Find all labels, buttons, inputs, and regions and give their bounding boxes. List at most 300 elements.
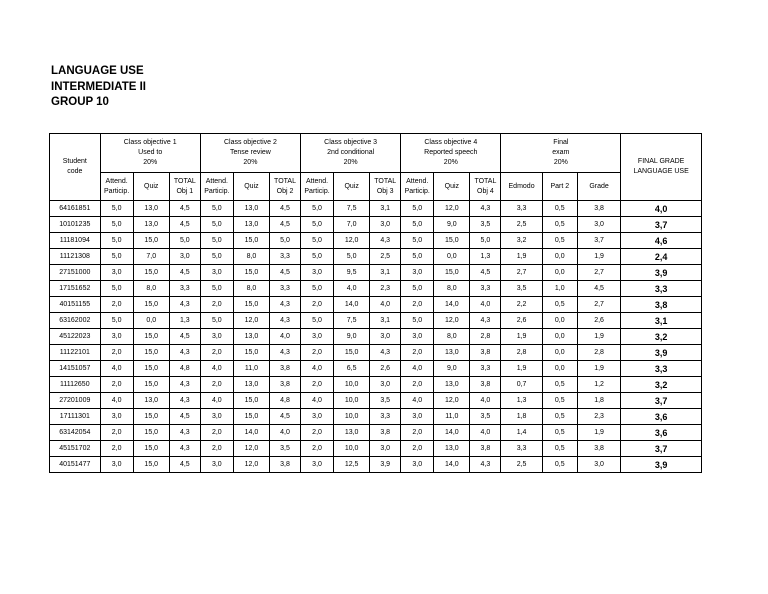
exam-edmodo-cell: 3,3 [501,441,542,457]
obj1-total-cell: 4,3 [169,345,200,361]
obj1-total-cell: 4,5 [169,457,200,473]
obj3-total-cell: 2,5 [370,249,401,265]
obj4-attend-cell: 4,0 [401,361,434,377]
obj2-total-cell: 4,5 [270,217,301,233]
obj2-attend-cell: 2,0 [200,425,233,441]
table-row [50,313,702,329]
obj2-total-cell: 4,5 [270,201,301,217]
obj3-attend-cell: 3,0 [301,329,334,345]
obj3-quiz-cell: 6,5 [334,361,370,377]
obj3-quiz-cell: 7,0 [334,217,370,233]
obj2-quiz-cell: 15,0 [233,409,269,425]
grades-table [49,133,702,473]
exam-edmodo-cell: 3,3 [501,201,542,217]
obj4-attend-cell: 2,0 [401,425,434,441]
obj2-attend-cell: 2,0 [200,297,233,313]
exam-part-2-cell: 0,5 [542,297,577,313]
exam-grade-cell: 3,8 [577,201,620,217]
header-line: TOTAL [274,177,296,185]
student-code-cell: 40151155 [50,297,101,313]
obj2-quiz-cell: 12,0 [233,313,269,329]
obj1-total-cell: 4,5 [169,265,200,281]
student-code-cell: 11122101 [50,345,101,361]
obj1-total-cell: 4,3 [169,377,200,393]
obj3-total-cell: 3,1 [370,313,401,329]
exam-grade-cell: 1,8 [577,393,620,409]
obj4-quiz-cell: 13,0 [434,345,470,361]
exam-part-2-cell: 0,5 [542,425,577,441]
obj2-quiz-cell: 14,0 [233,425,269,441]
obj4-total-cell: 4,0 [470,297,501,313]
final-grade-cell: 3,9 [621,345,702,361]
obj3-total-cell: 3,8 [370,425,401,441]
header-line: 20% [143,159,158,166]
student-code-cell: 63142054 [50,425,101,441]
obj2-total-cell: 3,5 [270,441,301,457]
obj2-quiz-cell: 15,0 [233,233,269,249]
obj1-attend-cell: 3,0 [100,457,133,473]
table-row [50,233,702,249]
obj2-quiz-cell: 8,0 [233,281,269,297]
obj4-quiz-cell: 8,0 [434,329,470,345]
final-grade-cell: 3,3 [621,281,702,297]
obj2-quiz-cell: 8,0 [233,249,269,265]
obj2-total-cell: 3,8 [270,377,301,393]
obj4-total-cell: 3,3 [470,361,501,377]
report-heading [51,64,146,111]
exam-grade-cell: 1,9 [577,425,620,441]
obj1-attend-cell: 4,0 [100,393,133,409]
obj4-attend-cell: 3,0 [401,457,434,473]
obj4-total-cell: 4,0 [470,425,501,441]
student-code-cell: 11181094 [50,233,101,249]
exam-edmodo-cell: 2,6 [501,313,542,329]
obj2-quiz-cell: 11,0 [233,361,269,377]
exam-grade-cell: 1,9 [577,361,620,377]
obj3-total-cell: 3,0 [370,329,401,345]
grade-rows [50,201,702,473]
final-grade-cell: 3,9 [621,265,702,281]
header-line: Particip. [404,187,430,195]
obj3-quiz-cell: 4,0 [334,281,370,297]
obj4-total-cell: 4,5 [470,265,501,281]
obj2-total-cell: 5,0 [270,233,301,249]
obj3-attend-cell: 3,0 [301,265,334,281]
obj1-attend-cell: 2,0 [100,441,133,457]
header-line: Attend. [205,177,228,185]
obj3-attend-cell: 5,0 [301,313,334,329]
obj2-attend-cell: 5,0 [200,217,233,233]
header-line: Attend. [305,177,329,185]
table-row [50,345,702,361]
obj1-quiz-cell: 15,0 [133,297,169,313]
attend-header [401,173,434,201]
total-header [470,173,501,201]
exam-grade-cell: 2,8 [577,345,620,361]
obj3-total-cell: 3,9 [370,457,401,473]
header-line: Class objective 2 [223,139,277,146]
table-row [50,281,702,297]
table-row [50,249,702,265]
objective-4-header [401,134,501,173]
header-line: Reported speech [424,149,478,156]
obj3-quiz-cell: 12,5 [334,457,370,473]
obj3-attend-cell: 4,0 [301,393,334,409]
obj3-total-cell: 3,0 [370,377,401,393]
obj3-total-cell: 3,1 [370,201,401,217]
obj4-quiz-cell: 9,0 [434,361,470,377]
header-line: Obj 3 [376,187,394,195]
table-row [50,457,702,473]
header-line: TOTAL [173,177,196,185]
obj3-attend-cell: 5,0 [301,249,334,265]
exam-edmodo-cell: 1,9 [501,249,542,265]
student-code-cell: 45151702 [50,441,101,457]
edmodo-header: Edmodo [501,173,542,201]
obj1-total-cell: 3,3 [169,281,200,297]
obj2-total-cell: 3,3 [270,249,301,265]
final-grade-cell: 3,6 [621,425,702,441]
final-grade-cell: 3,3 [621,361,702,377]
obj3-quiz-cell: 10,0 [334,393,370,409]
header-line: 20% [443,159,458,166]
exam-part-2-cell: 0,0 [542,329,577,345]
obj3-quiz-cell: 10,0 [334,377,370,393]
final-grade-header [621,134,702,201]
table-row [50,201,702,217]
obj2-quiz-cell: 13,0 [233,329,269,345]
exam-edmodo-cell: 0,7 [501,377,542,393]
obj1-total-cell: 4,3 [169,441,200,457]
obj3-total-cell: 3,0 [370,217,401,233]
obj2-quiz-cell: 15,0 [233,265,269,281]
exam-part-2-cell: 0,0 [542,265,577,281]
obj1-quiz-cell: 0,0 [133,313,169,329]
obj1-quiz-cell: 15,0 [133,425,169,441]
student-code-cell: 27151000 [50,265,101,281]
obj4-attend-cell: 5,0 [401,233,434,249]
obj4-attend-cell: 2,0 [401,345,434,361]
obj3-attend-cell: 5,0 [301,201,334,217]
obj4-quiz-cell: 11,0 [434,409,470,425]
obj3-attend-cell: 4,0 [301,361,334,377]
exam-edmodo-cell: 2,2 [501,297,542,313]
final-grade-cell: 3,7 [621,393,702,409]
obj2-total-cell: 4,8 [270,393,301,409]
final-grade-cell: 4,6 [621,233,702,249]
obj4-attend-cell: 2,0 [401,441,434,457]
exam-edmodo-cell: 1,3 [501,393,542,409]
obj1-total-cell: 4,3 [169,425,200,441]
exam-edmodo-cell: 1,9 [501,361,542,377]
table-row [50,217,702,233]
obj4-attend-cell: 2,0 [401,297,434,313]
exam-grade-cell: 2,7 [577,297,620,313]
obj1-attend-cell: 2,0 [100,297,133,313]
header-line: Class objective 4 [424,139,478,146]
header-line: Obj 2 [276,187,294,195]
obj2-total-cell: 3,8 [270,457,301,473]
quiz-header: Quiz [233,173,269,201]
exam-edmodo-cell: 1,4 [501,425,542,441]
obj3-quiz-cell: 5,0 [334,249,370,265]
obj4-quiz-cell: 15,0 [434,265,470,281]
header-line: Tense review [229,149,271,156]
obj2-attend-cell: 2,0 [200,345,233,361]
student-code-cell: 14151057 [50,361,101,377]
obj4-quiz-cell: 0,0 [434,249,470,265]
obj1-attend-cell: 3,0 [100,329,133,345]
exam-part-2-cell: 0,0 [542,313,577,329]
obj3-attend-cell: 3,0 [301,457,334,473]
header-line: TOTAL [374,177,397,185]
obj2-total-cell: 3,8 [270,361,301,377]
exam-edmodo-cell: 1,8 [501,409,542,425]
obj1-total-cell: 4,3 [169,297,200,313]
obj2-quiz-cell: 13,0 [233,201,269,217]
objective-2-header [200,134,300,173]
final-grade-cell: 3,7 [621,217,702,233]
obj4-total-cell: 4,3 [470,457,501,473]
obj2-total-cell: 4,5 [270,409,301,425]
header-line: Particip. [204,187,230,195]
obj2-attend-cell: 2,0 [200,377,233,393]
header-line: TOTAL [474,177,497,185]
header-line: LANGUAGE USE [633,168,689,175]
table-row [50,329,702,345]
obj2-total-cell: 4,5 [270,265,301,281]
obj1-quiz-cell: 15,0 [133,345,169,361]
obj1-total-cell: 4,5 [169,409,200,425]
obj2-attend-cell: 5,0 [200,233,233,249]
obj4-attend-cell: 5,0 [401,313,434,329]
obj3-quiz-cell: 13,0 [334,425,370,441]
obj3-total-cell: 2,6 [370,361,401,377]
grade-header: Grade [577,173,620,201]
obj4-total-cell: 3,8 [470,377,501,393]
attend-header [100,173,133,201]
header-line: Particip. [304,187,330,195]
obj2-total-cell: 4,0 [270,425,301,441]
table-row [50,265,702,281]
header-line: exam [552,149,570,156]
exam-grade-cell: 2,7 [577,265,620,281]
obj4-attend-cell: 5,0 [401,249,434,265]
header-line: Final [553,139,569,146]
exam-edmodo-cell: 3,5 [501,281,542,297]
header-line: Attend. [406,177,429,185]
student-code-cell: 10101235 [50,217,101,233]
header-line: 20% [343,159,358,166]
obj3-quiz-cell: 15,0 [334,345,370,361]
exam-part-2-cell: 0,0 [542,345,577,361]
obj1-total-cell: 4,5 [169,201,200,217]
exam-part-2-cell: 0,5 [542,233,577,249]
header-line: Class objective 1 [123,139,177,146]
obj4-total-cell: 3,8 [470,345,501,361]
obj4-quiz-cell: 12,0 [434,201,470,217]
obj4-quiz-cell: 12,0 [434,313,470,329]
header-line: FINAL GRADE [637,158,685,165]
header-line: Attend. [105,177,128,185]
header-line: Student [62,158,87,165]
obj4-attend-cell: 5,0 [401,201,434,217]
obj2-attend-cell: 3,0 [200,265,233,281]
header-line: 2nd conditional [327,149,375,156]
obj1-attend-cell: 2,0 [100,345,133,361]
final-grade-cell: 3,2 [621,329,702,345]
attend-header [200,173,233,201]
obj1-quiz-cell: 15,0 [133,361,169,377]
obj3-attend-cell: 5,0 [301,233,334,249]
obj2-attend-cell: 4,0 [200,361,233,377]
obj1-quiz-cell: 15,0 [133,233,169,249]
exam-grade-cell: 1,9 [577,249,620,265]
obj2-attend-cell: 3,0 [200,457,233,473]
obj2-attend-cell: 5,0 [200,249,233,265]
obj4-quiz-cell: 15,0 [434,233,470,249]
obj3-attend-cell: 2,0 [301,441,334,457]
obj4-quiz-cell: 8,0 [434,281,470,297]
obj2-total-cell: 4,3 [270,313,301,329]
student-code-cell: 11121308 [50,249,101,265]
obj4-total-cell: 4,3 [470,201,501,217]
obj2-attend-cell: 5,0 [200,313,233,329]
final-grade-cell: 4,0 [621,201,702,217]
obj3-attend-cell: 2,0 [301,425,334,441]
exam-edmodo-cell: 2,5 [501,457,542,473]
attend-header [301,173,334,201]
student-code-cell: 17151652 [50,281,101,297]
total-header [270,173,301,201]
obj2-quiz-cell: 12,0 [233,441,269,457]
obj1-quiz-cell: 15,0 [133,265,169,281]
obj3-total-cell: 3,1 [370,265,401,281]
table-row [50,377,702,393]
obj1-attend-cell: 3,0 [100,409,133,425]
obj1-total-cell: 4,5 [169,329,200,345]
student-code-cell: 40151477 [50,457,101,473]
objective-1-header [100,134,200,173]
obj3-attend-cell: 2,0 [301,377,334,393]
obj3-attend-cell: 5,0 [301,217,334,233]
final-grade-cell: 2,4 [621,249,702,265]
exam-part-2-cell: 0,0 [542,249,577,265]
obj3-attend-cell: 3,0 [301,409,334,425]
obj2-quiz-cell: 15,0 [233,345,269,361]
table-row [50,297,702,313]
obj3-quiz-cell: 9,5 [334,265,370,281]
exam-part-2-cell: 0,5 [542,201,577,217]
table-row [50,393,702,409]
obj1-attend-cell: 5,0 [100,233,133,249]
header-line: Obj 1 [176,187,194,195]
exam-part-2-cell: 0,5 [542,393,577,409]
obj2-total-cell: 3,3 [270,281,301,297]
obj4-attend-cell: 3,0 [401,409,434,425]
student-code-cell: 27201009 [50,393,101,409]
obj4-quiz-cell: 14,0 [434,425,470,441]
exam-edmodo-cell: 2,5 [501,217,542,233]
header-line: Obj 4 [477,187,494,195]
obj1-attend-cell: 5,0 [100,281,133,297]
obj3-total-cell: 2,3 [370,281,401,297]
obj1-quiz-cell: 15,0 [133,457,169,473]
obj4-total-cell: 4,3 [470,313,501,329]
obj2-attend-cell: 5,0 [200,201,233,217]
obj1-quiz-cell: 13,0 [133,201,169,217]
exam-part-2-cell: 0,0 [542,361,577,377]
obj3-total-cell: 3,0 [370,441,401,457]
final-grade-cell: 3,9 [621,457,702,473]
obj4-attend-cell: 4,0 [401,393,434,409]
obj1-quiz-cell: 8,0 [133,281,169,297]
obj4-attend-cell: 5,0 [401,281,434,297]
obj1-quiz-cell: 15,0 [133,377,169,393]
obj2-attend-cell: 3,0 [200,409,233,425]
table-row [50,425,702,441]
final-grade-cell: 3,7 [621,441,702,457]
obj2-quiz-cell: 13,0 [233,217,269,233]
obj2-quiz-cell: 13,0 [233,377,269,393]
exam-grade-cell: 3,8 [577,441,620,457]
obj1-attend-cell: 2,0 [100,425,133,441]
obj3-attend-cell: 5,0 [301,281,334,297]
obj4-total-cell: 1,3 [470,249,501,265]
student-code-cell: 17111301 [50,409,101,425]
course-title: LANGUAGE USE [51,65,144,77]
obj3-total-cell: 4,0 [370,297,401,313]
final-grade-cell: 3,2 [621,377,702,393]
obj4-total-cell: 3,5 [470,217,501,233]
obj3-quiz-cell: 7,5 [334,201,370,217]
student-code-cell: 45122023 [50,329,101,345]
obj1-attend-cell: 2,0 [100,377,133,393]
part-2-header: Part 2 [542,173,577,201]
obj1-attend-cell: 5,0 [100,249,133,265]
final-grade-cell: 3,1 [621,313,702,329]
obj3-quiz-cell: 12,0 [334,233,370,249]
exam-grade-cell: 1,2 [577,377,620,393]
final-grade-cell: 3,6 [621,409,702,425]
total-header [370,173,401,201]
table-row [50,409,702,425]
exam-part-2-cell: 0,5 [542,409,577,425]
obj4-total-cell: 2,8 [470,329,501,345]
obj1-total-cell: 1,3 [169,313,200,329]
header-line: code [67,168,83,175]
obj3-total-cell: 3,3 [370,409,401,425]
final-grade-cell: 3,8 [621,297,702,313]
exam-grade-cell: 3,7 [577,233,620,249]
obj4-quiz-cell: 9,0 [434,217,470,233]
table-row [50,441,702,457]
obj2-attend-cell: 3,0 [200,329,233,345]
obj4-quiz-cell: 13,0 [434,441,470,457]
obj3-quiz-cell: 9,0 [334,329,370,345]
obj3-attend-cell: 2,0 [301,297,334,313]
obj1-quiz-cell: 7,0 [133,249,169,265]
obj1-total-cell: 4,8 [169,361,200,377]
table-row [50,361,702,377]
exam-part-2-cell: 1,0 [542,281,577,297]
obj4-total-cell: 3,3 [470,281,501,297]
obj3-quiz-cell: 7,5 [334,313,370,329]
obj3-quiz-cell: 10,0 [334,441,370,457]
obj4-total-cell: 4,0 [470,393,501,409]
obj2-attend-cell: 2,0 [200,441,233,457]
obj4-attend-cell: 5,0 [401,217,434,233]
